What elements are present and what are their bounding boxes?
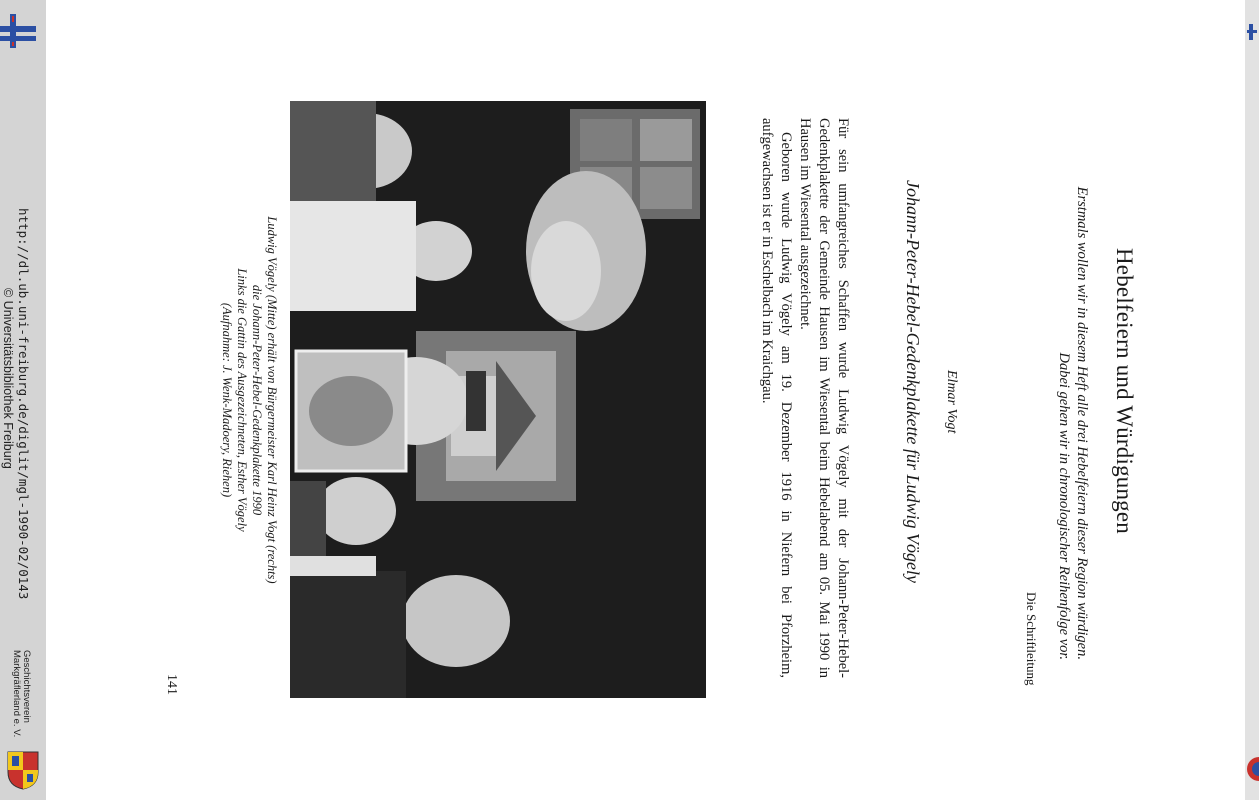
photo-caption: [219, 180, 279, 620]
source-url-link[interactable]: http://dl.ub.uni-freiburg.de/diglit/mgl-1990-02/0143: [16, 208, 31, 600]
caption-line-3: Links die Gattin des Ausgezeichneten, Esther Vögely: [235, 268, 249, 532]
editor-signature: Die Schriftleitung: [1024, 592, 1039, 686]
society-line-2: Markgräflerland e. V.: [11, 650, 22, 738]
society-line-1: Geschichtsverein: [21, 650, 32, 723]
article-body: [757, 118, 852, 678]
caption-line-2: die Johann-Peter-Hebel-Gedenkplakette 1990: [250, 284, 264, 516]
article-subtitle: Johann-Peter-Hebel-Gedenkplakette für Ludwig Vögely: [903, 180, 923, 584]
award-photo-image: [290, 101, 706, 698]
body-paragraph-1: Für sein umfangreiches Schaffen wurde Ludwig Vögely mit der Johann-Peter-Hebel-Gedenkplakette der Gemeinde Hausen im Wiesental beim Hebelabend am 05. Mai 1990 in Hausen im Wiesental ausgezeichnet.: [797, 118, 851, 678]
copyright-notice: © Universitätsbibliothek Freiburg: [1, 288, 15, 469]
caption-line-4: (Aufnahme: J. Wenk-Madoery, Riehen): [220, 302, 234, 498]
award-photo: [290, 101, 706, 698]
intro-line-2: Dabei gehen wir in chronologischer Reihenfolge vor.: [1056, 352, 1072, 660]
author-name: Elmar Vogt: [944, 370, 959, 434]
article-intro: [1055, 130, 1091, 660]
page-number: 141: [164, 674, 179, 695]
article-title: Hebelfeiern und Würdigungen: [1112, 248, 1137, 534]
society-name: [11, 650, 31, 737]
intro-line-1: Erstmals wollen wir in diesem Heft alle drei Hebelfeiern dieser Region würdigen.: [1074, 186, 1090, 660]
caption-line-1: Ludwig Vögely (Mitte) erhält von Bürgermeister Karl Heinz Vogt (rechts): [265, 216, 279, 584]
body-paragraph-2: Geboren wurde Ludwig Vögely am 19. Dezember 1916 in Niefern bei Pforzheim, aufgewachsen ist er in Eschelbach im Kraichgau.: [759, 118, 794, 678]
